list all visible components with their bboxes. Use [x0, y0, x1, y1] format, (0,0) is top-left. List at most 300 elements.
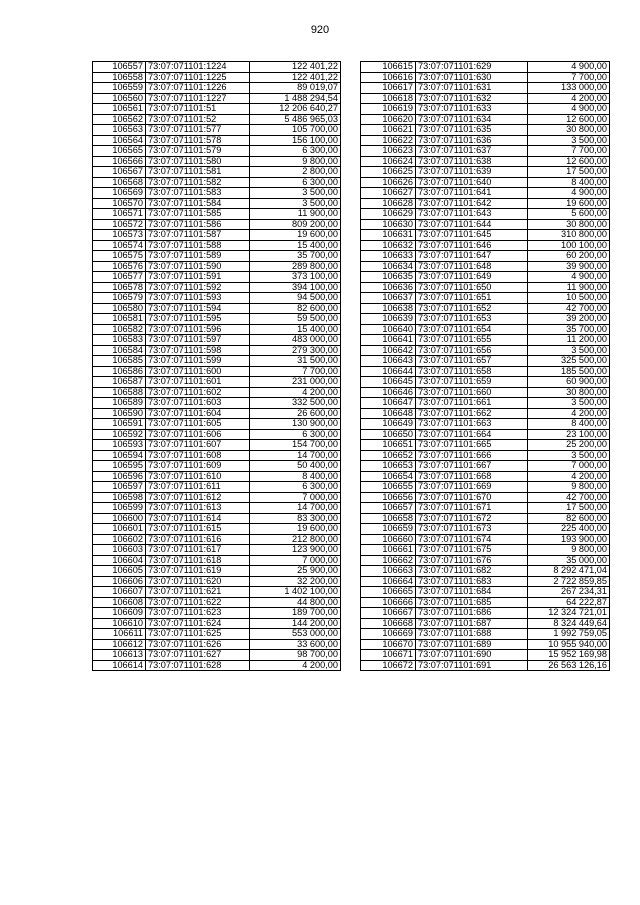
row-number-cell: 106575 — [93, 251, 146, 262]
row-number-cell: 106568 — [93, 177, 146, 188]
value-cell: 4 900,00 — [528, 62, 610, 73]
value-cell: 30 800,00 — [528, 219, 610, 230]
value-cell: 310 800,00 — [528, 230, 610, 241]
table-row — [361, 576, 610, 587]
table-row — [93, 408, 341, 419]
value-cell: 1 488 294,54 — [250, 93, 341, 104]
cadastral-number-cell: 73:07:071101:590 — [146, 261, 250, 272]
cadastral-number-cell: 73:07:071101:624 — [146, 618, 250, 629]
cadastral-number-cell: 73:07:071101:647 — [416, 251, 528, 262]
cadastral-number-cell: 73:07:071101:617 — [146, 545, 250, 556]
table-row — [361, 345, 610, 356]
table-row — [361, 503, 610, 514]
cadastral-number-cell: 73:07:071101:644 — [416, 219, 528, 230]
cadastral-number-cell: 73:07:071101:643 — [416, 209, 528, 220]
cadastral-number-cell: 73:07:071101:591 — [146, 272, 250, 283]
value-cell: 144 200,00 — [250, 618, 341, 629]
value-cell: 64 222,87 — [528, 597, 610, 608]
table-row — [93, 198, 341, 209]
cadastral-number-cell: 73:07:071101:658 — [416, 366, 528, 377]
table-row — [93, 503, 341, 514]
value-cell: 9 800,00 — [528, 545, 610, 556]
row-number-cell: 106604 — [93, 555, 146, 566]
cadastral-number-cell: 73:07:071101:686 — [416, 608, 528, 619]
table-row — [361, 219, 610, 230]
table-row — [361, 450, 610, 461]
cadastral-number-cell: 73:07:071101:587 — [146, 230, 250, 241]
row-number-cell: 106559 — [93, 83, 146, 94]
cadastral-number-cell: 73:07:071101:578 — [146, 135, 250, 146]
table-row — [93, 104, 341, 115]
value-cell: 6 300,00 — [250, 429, 341, 440]
value-cell: 50 400,00 — [250, 461, 341, 472]
cadastral-number-cell: 73:07:071101:584 — [146, 198, 250, 209]
cadastral-number-cell: 73:07:071101:601 — [146, 377, 250, 388]
table-row — [361, 408, 610, 419]
row-number-cell: 106597 — [93, 482, 146, 493]
table-row — [361, 513, 610, 524]
row-number-cell: 106581 — [93, 314, 146, 325]
cadastral-number-cell: 73:07:071101:580 — [146, 156, 250, 167]
row-number-cell: 106646 — [361, 387, 416, 398]
table-row — [93, 135, 341, 146]
cadastral-number-cell: 73:07:071101:627 — [146, 650, 250, 661]
row-number-cell: 106584 — [93, 345, 146, 356]
row-number-cell: 106620 — [361, 114, 416, 125]
cadastral-number-cell: 73:07:071101:684 — [416, 587, 528, 598]
cadastral-number-cell: 73:07:071101:603 — [146, 398, 250, 409]
table-row — [361, 104, 610, 115]
table-row — [93, 261, 341, 272]
value-cell: 59 500,00 — [250, 314, 341, 325]
row-number-cell: 106600 — [93, 513, 146, 524]
row-number-cell: 106562 — [93, 114, 146, 125]
table-row — [361, 135, 610, 146]
table-row — [93, 146, 341, 157]
cadastral-number-cell: 73:07:071101:1224 — [146, 62, 250, 73]
value-cell: 3 500,00 — [528, 398, 610, 409]
value-cell: 98 700,00 — [250, 650, 341, 661]
value-cell: 17 500,00 — [528, 167, 610, 178]
cadastral-number-cell: 73:07:071101:653 — [416, 314, 528, 325]
cadastral-number-cell: 73:07:071101:685 — [416, 597, 528, 608]
registry-table-left — [92, 61, 341, 671]
value-cell: 8 324 449,64 — [528, 618, 610, 629]
table-row — [361, 639, 610, 650]
cadastral-number-cell: 73:07:071101:666 — [416, 450, 528, 461]
value-cell: 212 800,00 — [250, 534, 341, 545]
cadastral-number-cell: 73:07:071101:669 — [416, 482, 528, 493]
cadastral-number-cell: 73:07:071101:606 — [146, 429, 250, 440]
table-row — [361, 188, 610, 199]
cadastral-number-cell: 73:07:071101:630 — [416, 72, 528, 83]
table-row — [361, 261, 610, 272]
row-number-cell: 106649 — [361, 419, 416, 430]
row-number-cell: 106571 — [93, 209, 146, 220]
value-cell: 1 402 100,00 — [250, 587, 341, 598]
value-cell: 325 500,00 — [528, 356, 610, 367]
row-number-cell: 106566 — [93, 156, 146, 167]
value-cell: 11 900,00 — [250, 209, 341, 220]
cadastral-number-cell: 73:07:071101:667 — [416, 461, 528, 472]
value-cell: 279 300,00 — [250, 345, 341, 356]
cadastral-number-cell: 73:07:071101:595 — [146, 314, 250, 325]
cadastral-number-cell: 73:07:071101:641 — [416, 188, 528, 199]
value-cell: 12 600,00 — [528, 156, 610, 167]
row-number-cell: 106592 — [93, 429, 146, 440]
table-row — [93, 114, 341, 125]
table-row — [361, 72, 610, 83]
table-row — [361, 314, 610, 325]
value-cell: 6 300,00 — [250, 482, 341, 493]
value-cell: 8 400,00 — [250, 471, 341, 482]
row-number-cell: 106634 — [361, 261, 416, 272]
cadastral-number-cell: 73:07:071101:691 — [416, 660, 528, 671]
cadastral-number-cell: 73:07:071101:652 — [416, 303, 528, 314]
cadastral-number-cell: 73:07:071101:602 — [146, 387, 250, 398]
row-number-cell: 106642 — [361, 345, 416, 356]
table-row — [93, 566, 341, 577]
row-number-cell: 106647 — [361, 398, 416, 409]
value-cell: 39 200,00 — [528, 314, 610, 325]
table-row — [361, 471, 610, 482]
cadastral-number-cell: 73:07:071101:673 — [416, 524, 528, 535]
table-row — [361, 198, 610, 209]
table-row — [361, 146, 610, 157]
row-number-cell: 106589 — [93, 398, 146, 409]
cadastral-number-cell: 73:07:071101:607 — [146, 440, 250, 451]
row-number-cell: 106659 — [361, 524, 416, 535]
table-row — [361, 387, 610, 398]
table-row — [93, 188, 341, 199]
table-row — [93, 251, 341, 262]
cadastral-number-cell: 73:07:071101:656 — [416, 345, 528, 356]
cadastral-number-cell: 73:07:071101:633 — [416, 104, 528, 115]
cadastral-number-cell: 73:07:071101:582 — [146, 177, 250, 188]
row-number-cell: 106576 — [93, 261, 146, 272]
row-number-cell: 106636 — [361, 282, 416, 293]
value-cell: 17 500,00 — [528, 503, 610, 514]
row-number-cell: 106653 — [361, 461, 416, 472]
value-cell: 133 000,00 — [528, 83, 610, 94]
row-number-cell: 106573 — [93, 230, 146, 241]
table-row — [93, 419, 341, 430]
cadastral-number-cell: 73:07:071101:614 — [146, 513, 250, 524]
table-row — [361, 93, 610, 104]
row-number-cell: 106665 — [361, 587, 416, 598]
cadastral-number-cell: 73:07:071101:610 — [146, 471, 250, 482]
cadastral-number-cell: 73:07:071101:642 — [416, 198, 528, 209]
table-row — [361, 293, 610, 304]
value-cell: 3 500,00 — [250, 198, 341, 209]
cadastral-number-cell: 73:07:071101:636 — [416, 135, 528, 146]
table-row — [93, 156, 341, 167]
value-cell: 289 800,00 — [250, 261, 341, 272]
table-row — [93, 513, 341, 524]
cadastral-number-cell: 73:07:071101:629 — [416, 62, 528, 73]
table-row — [361, 167, 610, 178]
row-number-cell: 106587 — [93, 377, 146, 388]
cadastral-number-cell: 73:07:071101:579 — [146, 146, 250, 157]
table-row — [361, 251, 610, 262]
row-number-cell: 106624 — [361, 156, 416, 167]
cadastral-number-cell: 73:07:071101:690 — [416, 650, 528, 661]
cadastral-number-cell: 73:07:071101:625 — [146, 629, 250, 640]
row-number-cell: 106651 — [361, 440, 416, 451]
row-number-cell: 106622 — [361, 135, 416, 146]
value-cell: 4 900,00 — [528, 188, 610, 199]
cadastral-number-cell: 73:07:071101:597 — [146, 335, 250, 346]
value-cell: 7 000,00 — [250, 492, 341, 503]
cadastral-number-cell: 73:07:071101:621 — [146, 587, 250, 598]
table-row — [361, 83, 610, 94]
value-cell: 42 700,00 — [528, 303, 610, 314]
cadastral-number-cell: 73:07:071101:640 — [416, 177, 528, 188]
cadastral-number-cell: 73:07:071101:688 — [416, 629, 528, 640]
value-cell: 4 200,00 — [528, 471, 610, 482]
row-number-cell: 106669 — [361, 629, 416, 640]
row-number-cell: 106671 — [361, 650, 416, 661]
value-cell: 44 800,00 — [250, 597, 341, 608]
row-number-cell: 106662 — [361, 555, 416, 566]
row-number-cell: 106631 — [361, 230, 416, 241]
value-cell: 26 600,00 — [250, 408, 341, 419]
table-row — [93, 461, 341, 472]
table-row — [361, 419, 610, 430]
row-number-cell: 106614 — [93, 660, 146, 671]
row-number-cell: 106599 — [93, 503, 146, 514]
row-number-cell: 106583 — [93, 335, 146, 346]
table-row — [93, 440, 341, 451]
value-cell: 60 900,00 — [528, 377, 610, 388]
cadastral-number-cell: 73:07:071101:586 — [146, 219, 250, 230]
table-row — [361, 230, 610, 241]
cadastral-number-cell: 73:07:071101:639 — [416, 167, 528, 178]
value-cell: 3 500,00 — [528, 450, 610, 461]
cadastral-number-cell: 73:07:071101:609 — [146, 461, 250, 472]
row-number-cell: 106586 — [93, 366, 146, 377]
row-number-cell: 106648 — [361, 408, 416, 419]
value-cell: 9 800,00 — [250, 156, 341, 167]
cadastral-number-cell: 73:07:071101:615 — [146, 524, 250, 535]
table-row — [361, 303, 610, 314]
cadastral-number-cell: 73:07:071101:611 — [146, 482, 250, 493]
value-cell: 83 300,00 — [250, 513, 341, 524]
value-cell: 14 700,00 — [250, 450, 341, 461]
table-row — [361, 398, 610, 409]
table-row — [361, 461, 610, 472]
value-cell: 6 300,00 — [250, 177, 341, 188]
cadastral-number-cell: 73:07:071101:645 — [416, 230, 528, 241]
table-row — [93, 272, 341, 283]
row-number-cell: 106617 — [361, 83, 416, 94]
row-number-cell: 106610 — [93, 618, 146, 629]
table-row — [93, 335, 341, 346]
table-row — [93, 471, 341, 482]
cadastral-number-cell: 73:07:071101:651 — [416, 293, 528, 304]
cadastral-number-cell: 73:07:071101:663 — [416, 419, 528, 430]
value-cell: 231 000,00 — [250, 377, 341, 388]
table-row — [93, 555, 341, 566]
cadastral-number-cell: 73:07:071101:596 — [146, 324, 250, 335]
table-row — [93, 303, 341, 314]
cadastral-number-cell: 73:07:071101:657 — [416, 356, 528, 367]
cadastral-number-cell: 73:07:071101:604 — [146, 408, 250, 419]
table-row — [361, 125, 610, 136]
value-cell: 7 700,00 — [528, 146, 610, 157]
cadastral-number-cell: 73:07:071101:599 — [146, 356, 250, 367]
row-number-cell: 106580 — [93, 303, 146, 314]
table-row — [93, 230, 341, 241]
value-cell: 394 100,00 — [250, 282, 341, 293]
cadastral-number-cell: 73:07:071101:662 — [416, 408, 528, 419]
row-number-cell: 106645 — [361, 377, 416, 388]
row-number-cell: 106623 — [361, 146, 416, 157]
row-number-cell: 106660 — [361, 534, 416, 545]
value-cell: 15 400,00 — [250, 324, 341, 335]
cadastral-number-cell: 73:07:071101:631 — [416, 83, 528, 94]
table-row — [93, 650, 341, 661]
table-row — [93, 482, 341, 493]
row-number-cell: 106569 — [93, 188, 146, 199]
table-row — [361, 377, 610, 388]
cadastral-number-cell: 73:07:071101:661 — [416, 398, 528, 409]
value-cell: 7 000,00 — [250, 555, 341, 566]
table-row — [361, 156, 610, 167]
row-number-cell: 106627 — [361, 188, 416, 199]
table-row — [361, 555, 610, 566]
row-number-cell: 106602 — [93, 534, 146, 545]
table-row — [361, 534, 610, 545]
cadastral-number-cell: 73:07:071101:632 — [416, 93, 528, 104]
row-number-cell: 106667 — [361, 608, 416, 619]
table-row — [361, 282, 610, 293]
cadastral-number-cell: 73:07:071101:675 — [416, 545, 528, 556]
table-row — [361, 272, 610, 283]
value-cell: 2 722 859,85 — [528, 576, 610, 587]
cadastral-number-cell: 73:07:071101:670 — [416, 492, 528, 503]
page-number: 920 — [310, 24, 330, 36]
cadastral-number-cell: 73:07:071101:598 — [146, 345, 250, 356]
row-number-cell: 106635 — [361, 272, 416, 283]
value-cell: 33 600,00 — [250, 639, 341, 650]
value-cell: 26 563 126,16 — [528, 660, 610, 671]
row-number-cell: 106618 — [361, 93, 416, 104]
value-cell: 19 600,00 — [528, 198, 610, 209]
cadastral-number-cell: 73:07:071101:616 — [146, 534, 250, 545]
value-cell: 4 200,00 — [250, 387, 341, 398]
cadastral-number-cell: 73:07:071101:628 — [146, 660, 250, 671]
cadastral-number-cell: 73:07:071101:620 — [146, 576, 250, 587]
cadastral-number-cell: 73:07:071101:638 — [416, 156, 528, 167]
cadastral-number-cell: 73:07:071101:52 — [146, 114, 250, 125]
table-row — [93, 524, 341, 535]
table-row — [361, 209, 610, 220]
table-row — [361, 597, 610, 608]
row-number-cell: 106603 — [93, 545, 146, 556]
row-number-cell: 106658 — [361, 513, 416, 524]
value-cell: 15 400,00 — [250, 240, 341, 251]
registry-table-right-body — [361, 62, 610, 671]
table-row — [361, 429, 610, 440]
row-number-cell: 106619 — [361, 104, 416, 115]
value-cell: 35 700,00 — [250, 251, 341, 262]
value-cell: 267 234,31 — [528, 587, 610, 598]
cadastral-number-cell: 73:07:071101:674 — [416, 534, 528, 545]
table-row — [93, 356, 341, 367]
table-row — [361, 335, 610, 346]
row-number-cell: 106654 — [361, 471, 416, 482]
row-number-cell: 106591 — [93, 419, 146, 430]
cadastral-number-cell: 73:07:071101:655 — [416, 335, 528, 346]
value-cell: 193 900,00 — [528, 534, 610, 545]
row-number-cell: 106661 — [361, 545, 416, 556]
value-cell: 6 300,00 — [250, 146, 341, 157]
row-number-cell: 106629 — [361, 209, 416, 220]
cadastral-number-cell: 73:07:071101:682 — [416, 566, 528, 577]
cadastral-number-cell: 73:07:071101:689 — [416, 639, 528, 650]
value-cell: 156 100,00 — [250, 135, 341, 146]
table-row — [93, 576, 341, 587]
value-cell: 2 800,00 — [250, 167, 341, 178]
row-number-cell: 106616 — [361, 72, 416, 83]
value-cell: 23 100,00 — [528, 429, 610, 440]
value-cell: 3 500,00 — [528, 135, 610, 146]
cadastral-number-cell: 73:07:071101:665 — [416, 440, 528, 451]
value-cell: 10 500,00 — [528, 293, 610, 304]
table-row — [93, 209, 341, 220]
value-cell: 7 700,00 — [528, 72, 610, 83]
value-cell: 19 600,00 — [250, 524, 341, 535]
cadastral-number-cell: 73:07:071101:589 — [146, 251, 250, 262]
table-row — [361, 608, 610, 619]
cadastral-number-cell: 73:07:071101:672 — [416, 513, 528, 524]
table-row — [93, 293, 341, 304]
table-row — [361, 650, 610, 661]
row-number-cell: 106664 — [361, 576, 416, 587]
value-cell: 94 500,00 — [250, 293, 341, 304]
row-number-cell: 106625 — [361, 167, 416, 178]
row-number-cell: 106630 — [361, 219, 416, 230]
table-row — [361, 440, 610, 451]
cadastral-number-cell: 73:07:071101:583 — [146, 188, 250, 199]
cadastral-number-cell: 73:07:071101:634 — [416, 114, 528, 125]
value-cell: 225 400,00 — [528, 524, 610, 535]
row-number-cell: 106595 — [93, 461, 146, 472]
value-cell: 189 700,00 — [250, 608, 341, 619]
table-row — [361, 629, 610, 640]
row-number-cell: 106639 — [361, 314, 416, 325]
value-cell: 11 200,00 — [528, 335, 610, 346]
table-row — [361, 545, 610, 556]
value-cell: 8 400,00 — [528, 419, 610, 430]
row-number-cell: 106567 — [93, 167, 146, 178]
value-cell: 10 955 940,00 — [528, 639, 610, 650]
value-cell: 25 200,00 — [528, 440, 610, 451]
cadastral-number-cell: 73:07:071101:626 — [146, 639, 250, 650]
cadastral-number-cell: 73:07:071101:594 — [146, 303, 250, 314]
table-row — [93, 618, 341, 629]
table-row — [93, 282, 341, 293]
cadastral-number-cell: 73:07:071101:588 — [146, 240, 250, 251]
value-cell: 4 200,00 — [528, 93, 610, 104]
row-number-cell: 106638 — [361, 303, 416, 314]
value-cell: 809 200,00 — [250, 219, 341, 230]
row-number-cell: 106558 — [93, 72, 146, 83]
value-cell: 185 500,00 — [528, 366, 610, 377]
row-number-cell: 106557 — [93, 62, 146, 73]
table-row — [361, 356, 610, 367]
